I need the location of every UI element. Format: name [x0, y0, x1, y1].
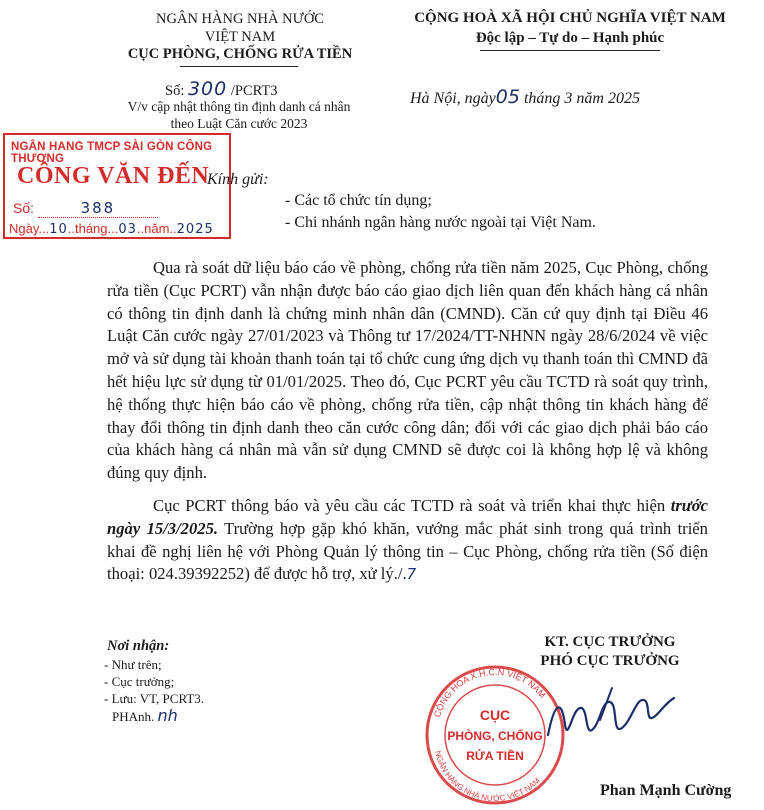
stamp-number-value: 388	[38, 199, 158, 218]
para2-deadline: trước ngày 15/3/2025.	[107, 495, 708, 538]
body-paragraph-2	[107, 495, 708, 586]
drafter-initials-text: PHAnh.	[112, 709, 155, 724]
stamp-title: CÔNG VĂN ĐẾN	[17, 163, 210, 189]
seal-center-2: PHÒNG, CHỐNG	[447, 729, 543, 743]
issuer-block	[120, 10, 360, 46]
national-motto: Độc lập – Tự do – Hạnh phúc	[475, 30, 665, 46]
issuer-underline	[180, 66, 298, 67]
stamp-date	[9, 221, 214, 237]
distribution-list	[104, 656, 204, 707]
date-suffix: tháng 3 năm 2025	[523, 90, 640, 107]
seal-ring-bottom: NGÂN HÀNG NHÀ NƯỚC VIỆT NAM	[433, 749, 542, 804]
recipients-greeting: Kính gửi:	[207, 171, 269, 188]
issuer-org-line2: VIỆT NAM	[204, 29, 276, 45]
date-prefix: Hà Nội, ngày	[410, 90, 496, 107]
recipient-item: - Chi nhánh ngân hàng nước ngoài tại Việt Nam.	[285, 214, 596, 231]
incoming-stamp	[3, 133, 231, 239]
body-paragraph-1: Qua rà soát dữ liệu báo cáo về phòng, chống rửa tiền năm 2025, Cục Phòng, chống rửa tiền (Cục PCRT) vẫn nhận được báo cáo giao dịch liên quan đến khách hàng cá nhân có thông tin định danh là chứng minh nhân dân (CMND). Căn cứ quy định tại Điều 46 Luật Căn cước ngày 27/01/2023 và Thông tư 17/2024/TT-NHNN ngày 28/6/2024 về việc mở và sử dụng tài khoản thanh toán tại tổ chức cung ứng dịch vụ thanh toán thì CMND đã hết hiệu lực sử dụng từ 01/01/2025. Theo đó, Cục PCRT yêu cầu TCTD rà soát quy trình, hệ thống thực hiện báo cáo về phòng, chống rửa tiền, cập nhật thông tin khách hàng để thay đổi thông tin định danh theo căn cước công dân; đối với các giao dịch phải báo cáo của khách hàng cá nhân mà vẫn sử dụng CMND sẽ được coi là không hợp lệ và không đúng quy định.	[107, 258, 708, 483]
para2-handwritten-mark: 7	[406, 565, 417, 584]
signer-title: PHÓ CỤC TRƯỞNG	[540, 653, 680, 669]
stamp-date-year: 2025	[176, 222, 214, 237]
issuer-dept: CỤC PHÒNG, CHỐNG RỬA TIỀN	[127, 46, 353, 62]
stamp-bank-name: NGÂN HANG TMCP SÀI GÒN CÔNG THƯƠNG	[11, 141, 213, 165]
stamp-date-year-label: ..năm..	[136, 221, 177, 236]
stamp-date-day-label: Ngày...	[9, 221, 50, 236]
document-number-suffix: /PCRT3	[230, 83, 278, 99]
document-number-handwritten: 300	[187, 78, 228, 100]
document-subject	[78, 98, 400, 132]
document-date	[410, 86, 640, 108]
document-number-prefix: Số:	[165, 83, 185, 99]
drafter-initials	[112, 706, 178, 725]
seal-center-1: CỤC	[479, 707, 511, 723]
document-body	[107, 257, 708, 586]
seal-ring-top: CỘNG HÒA X.H.C.N VIỆT NAM	[432, 666, 548, 719]
motto-underline	[480, 50, 660, 51]
document-number	[165, 78, 278, 100]
distribution-title: Nơi nhận:	[107, 638, 170, 654]
issuer-org-line1: NGÂN HÀNG NHÀ NƯỚC	[156, 11, 324, 27]
stamp-number	[13, 199, 158, 218]
signer-authority: KT. CỤC TRƯỞNG	[544, 634, 676, 650]
para2-end: Trường hợp gặp khó khăn, vướng mắc phát sinh trong quá trình triển khai đề nghị liên hệ với Phòng Quản lý thông tin – Cục Phòng, chống rửa tiền (Số điện thoại: 024.39392252) để được hỗ trợ, xử lý./.	[107, 518, 708, 584]
recipient-item: - Các tổ chức tín dụng;	[285, 192, 432, 209]
drafter-initials-mark: nh	[157, 706, 178, 725]
national-title: CỘNG HOÀ XÃ HỘI CHỦ NGHĨA VIỆT NAM	[414, 10, 726, 26]
seal-center-3: RỬA TIỀN	[466, 749, 524, 763]
signer-name: Phan Mạnh Cường	[600, 782, 732, 799]
distribution-item: - Lưu: VT, PCRT3.	[104, 691, 205, 706]
date-day-handwritten: 05	[495, 86, 520, 108]
signature	[540, 680, 680, 750]
distribution-item: - Như trên;	[104, 657, 162, 672]
stamp-date-month: 03	[118, 222, 137, 237]
stamp-date-month-label: ..tháng...	[67, 221, 119, 236]
stamp-date-day: 10	[49, 222, 68, 237]
distribution-item: - Cục trưởng;	[104, 674, 175, 689]
stamp-number-label: Số:	[13, 200, 35, 216]
para2-start: Cục PCRT thông báo và yêu cầu các TCTD rà soát và triển khai thực hiện	[153, 495, 671, 515]
subject-line2: theo Luật Căn cước 2023	[170, 116, 308, 131]
subject-line1: V/v cập nhật thông tin định danh cá nhân	[127, 99, 351, 114]
